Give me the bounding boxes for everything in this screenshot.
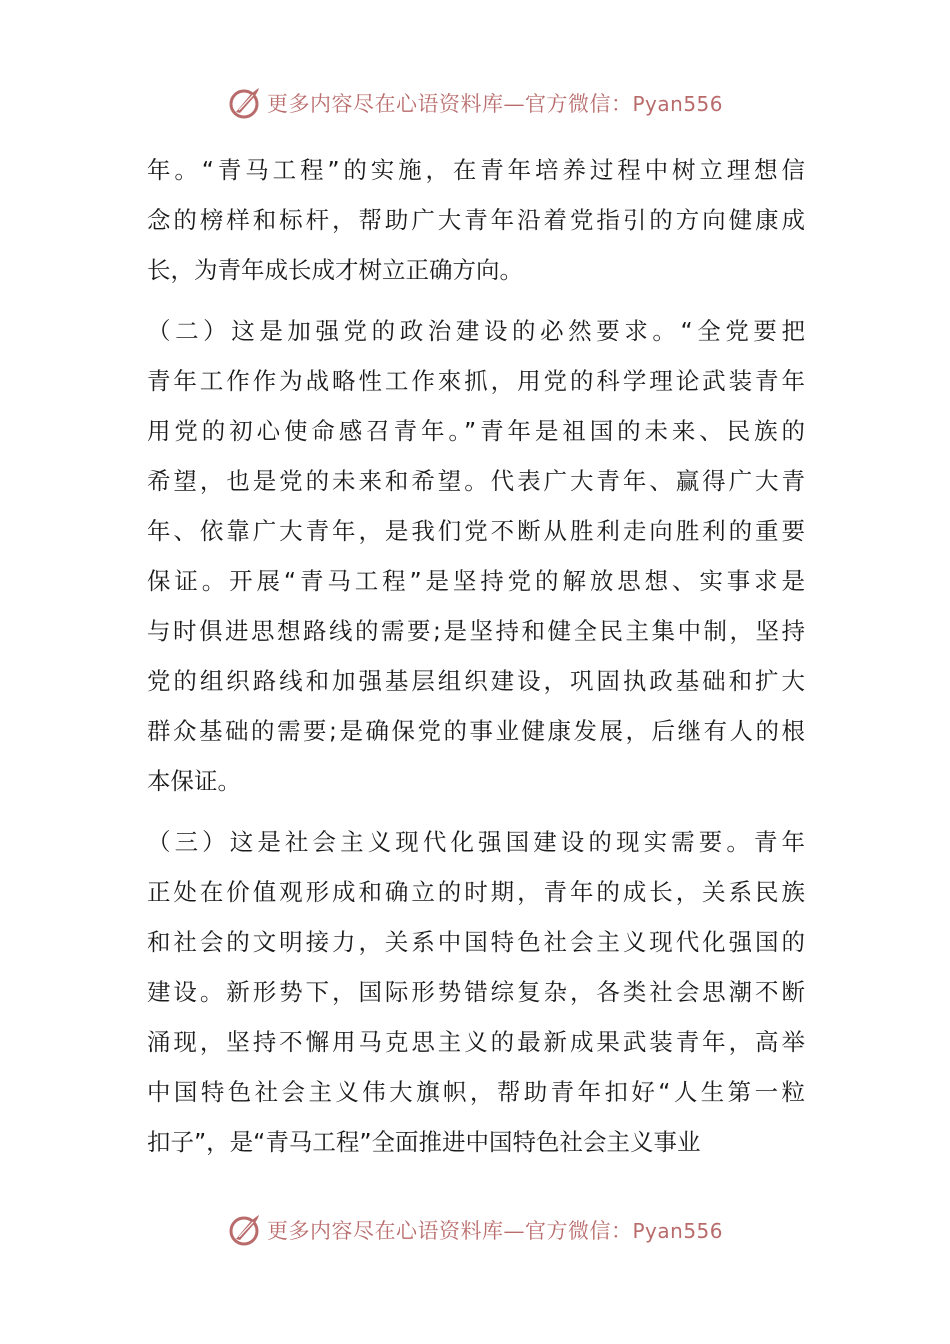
- text-line: 念的榜样和标杆，帮助广大青年沿着党指引的方向健康成: [147, 206, 805, 234]
- text-line: 正处在价值观形成和确立的时期，青年的成长，关系民族: [147, 878, 805, 906]
- text-line: 涌现，坚持不懈用马克思主义的最新成果武装青年，高举: [147, 1028, 805, 1056]
- paragraph: [147, 145, 805, 295]
- text-line: 保证。开展“青马工程”是坚持党的解放思想、实事求是: [147, 567, 805, 595]
- watermark-label: 更多内容尽在心语资料库—官方微信：: [266, 92, 633, 116]
- text-line: 本保证。: [147, 767, 241, 795]
- paragraph: [147, 306, 805, 806]
- watermark-wechat-id: Pyan556: [632, 92, 723, 116]
- text-line: 和社会的文明接力，关系中国特色社会主义现代化强国的: [147, 928, 805, 956]
- quill-logo-icon: [227, 1212, 263, 1248]
- header-watermark: [0, 83, 950, 123]
- paragraph: [147, 817, 805, 1167]
- text-line: 与时俱进思想路线的需要;是坚持和健全民主集中制，坚持: [147, 617, 805, 645]
- document-body: [147, 145, 805, 1167]
- text-line: 中国特色社会主义伟大旗帜，帮助青年扣好“人生第一粒: [147, 1078, 805, 1106]
- text-line: 长，为青年成长成才树立正确方向。: [147, 256, 523, 284]
- text-line: 扣子”，是“青马工程”全面推进中国特色社会主义事业: [147, 1128, 701, 1156]
- text-line: （二）这是加强党的政治建设的必然要求。“全党要把: [147, 317, 805, 345]
- text-line: 建设。新形势下，国际形势错综复杂，各类社会思潮不断: [147, 978, 805, 1006]
- text-line: （三）这是社会主义现代化强国建设的现实需要。青年: [147, 828, 805, 856]
- text-line: 用党的初心使命感召青年。”青年是祖国的未来、民族的: [147, 417, 805, 445]
- text-line: 党的组织路线和加强基层组织建设，巩固执政基础和扩大: [147, 667, 805, 695]
- watermark-label: 更多内容尽在心语资料库—官方微信：: [266, 1219, 633, 1243]
- quill-logo-icon: [227, 85, 263, 121]
- text-line: 希望，也是党的未来和希望。代表广大青年、赢得广大青: [147, 467, 805, 495]
- text-line: 年、依靠广大青年，是我们党不断从胜利走向胜利的重要: [147, 517, 805, 545]
- watermark-text: [267, 88, 723, 118]
- watermark-wechat-id: Pyan556: [632, 1219, 723, 1243]
- text-line: 青年工作作为战略性工作來抓，用党的科学理论武装青年: [147, 367, 805, 395]
- text-line: 年。“青马工程”的实施，在青年培养过程中树立理想信: [147, 156, 805, 184]
- text-line: 群众基础的需要;是确保党的事业健康发展，后继有人的根: [147, 717, 805, 745]
- watermark-text: [267, 1215, 723, 1245]
- footer-watermark: [0, 1210, 950, 1250]
